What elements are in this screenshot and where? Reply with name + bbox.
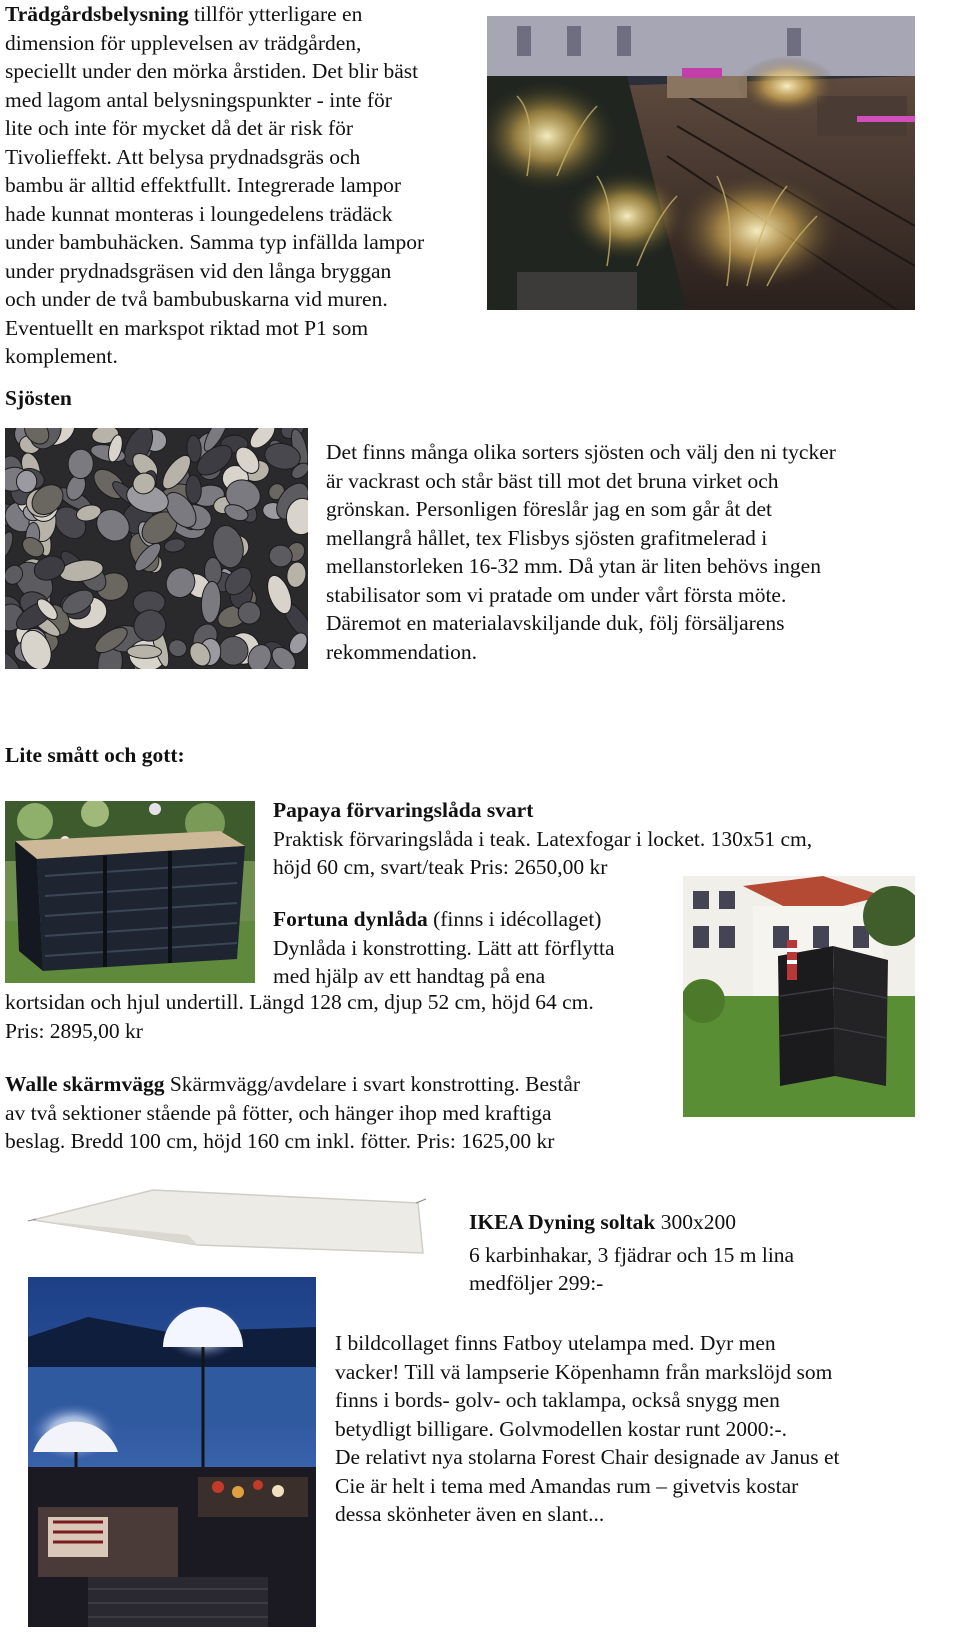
fatboy-paragraph (335, 1329, 935, 1529)
seastone-line: mellanstorleken 16-32 mm. Då ytan är liten behövs ingen (326, 554, 821, 578)
fatboy-line: betydligt billigare. Golvmodellen kostar runt 2000:-. (335, 1416, 788, 1441)
papaya-block (273, 796, 812, 882)
lighting-line: Eventuellt en markspot riktad mot P1 som (5, 315, 369, 340)
lighting-title: Trädgårdsbelysning (5, 2, 189, 26)
lighting-line: komplement. (5, 344, 118, 368)
lighting-line: under prydnadsgräsen vid den långa bryggan (5, 258, 392, 283)
fortuna-line: med hjälp av ett handtag på ena (273, 964, 546, 988)
walle-title: Walle skärmvägg (5, 1072, 165, 1096)
lighting-line: lite och inte för mycket då det är risk för (5, 116, 354, 140)
seastone-line: Däremot en materialavskiljande duk, följ försäljarens (326, 611, 785, 635)
seastone-line: stabilisator som vi pratade om under vårt första möte. (326, 582, 787, 607)
lighting-line: speciellt under den mörka årstiden. Det blir bäst (5, 59, 419, 83)
pebble-shape (16, 470, 37, 493)
walle-line: beslag. Bredd 100 cm, höjd 160 cm inkl. fötter. Pris: 1625,00 kr (5, 1129, 555, 1153)
ikea-block: IKEA Dyning soltak 300x200 6 karbinhakar, 3 fjädrar och 15 m lina medföljer 299:- (469, 1208, 794, 1298)
lighting-paragraph (5, 0, 475, 371)
walle-block: Walle skärmvägg Skärmvägg/avdelare i svart konstrotting. Består av två sektioner stående på fötter, och hänger ihop med kraftiga beslag. Bredd 100 cm, höjd 160 cm inkl. fötter. Pris: 1625,00 kr (5, 1070, 580, 1156)
screen-wall-photo (683, 876, 915, 1117)
lighting-line: under bambuhäcken. Samma typ infällda lampor (5, 230, 425, 254)
seastone-line: mellangrå hållet, tex Flisbys sjösten grafitmelerad i (326, 525, 768, 550)
pebbles-photo (5, 428, 308, 669)
papaya-line: höjd 60 cm, svart/teak Pris: 2650,00 kr (273, 855, 608, 879)
small-things-heading: Lite smått och gott: (5, 743, 185, 767)
papaya-title: Papaya förvaringslåda svart (273, 798, 534, 822)
storage-box-photo (5, 801, 255, 983)
fortuna-line: kortsidan och hjul undertill. Längd 128 cm, djup 52 cm, höjd 64 cm. (5, 990, 594, 1014)
ikea-line: 6 karbinhakar, 3 fjädrar och 15 m lina (469, 1242, 795, 1267)
fatboy-line: I bildcollaget finns Fatboy utelampa med. Dyr men (335, 1331, 776, 1355)
fatboy-line: Cie är helt i tema med Amandas rum – givetvis kostar (335, 1473, 799, 1498)
lounge-lamp-photo (28, 1277, 316, 1627)
fortuna-block-continued (5, 988, 594, 1045)
fatboy-line: vacker! Till vä lampserie Köpenhamn från markslöjd som (335, 1359, 833, 1384)
fatboy-line: finns i bords- golv- och taklampa, också snygg men (335, 1388, 780, 1412)
fortuna-line: Dynlåda i konstrotting. Lätt att förflytta (273, 935, 615, 960)
walle-line: av två sektioner stående på fötter, och hänger ihop med kraftiga (5, 1100, 552, 1125)
lighting-line: bambu är alltid effektfullt. Integrerade lampor (5, 173, 401, 197)
papaya-line: Praktisk förvaringslåda i teak. Latexfogar i locket. 130x51 cm, (273, 826, 813, 851)
fortuna-block: Fortuna dynlåda (finns i idécollaget) Dynlåda i konstrotting. Lätt att förflytta med hjälp av ett handtag på ena (273, 905, 615, 991)
fatboy-line: De relativt nya stolarna Forest Chair designade av Janus et (335, 1445, 840, 1469)
lighting-line-1: Trädgårdsbelysning tillför ytterligare en (5, 2, 363, 26)
fortuna-line: Pris: 2895,00 kr (5, 1018, 143, 1043)
ikea-line: medföljer 299:- (469, 1271, 604, 1295)
garden-lighting-photo (487, 16, 915, 310)
ikea-title: IKEA Dyning soltak (469, 1210, 656, 1234)
seastone-heading: Sjösten (5, 386, 72, 410)
lighting-line: hade kunnat monteras i loungedelens trädäck (5, 201, 393, 226)
seastone-line: Det finns många olika sorters sjösten och välj den ni tycker (326, 440, 836, 464)
lighting-line: med lagom antal belysningspunkter - inte för (5, 87, 392, 112)
pebble-shape (238, 602, 261, 625)
fatboy-line: dessa skönheter även en slant... (335, 1502, 605, 1526)
lighting-line: dimension för upplevelsen av trädgården, (5, 30, 362, 55)
sail-shade-photo (28, 1185, 428, 1267)
lighting-line: Tivolieffekt. Att belysa prydnadsgräs och (5, 144, 361, 169)
lighting-line: och under de två bambubuskarna vid muren. (5, 287, 388, 311)
fortuna-title: Fortuna dynlåda (273, 907, 428, 931)
seastone-paragraph (326, 438, 946, 666)
seastone-line: är vackrast och står bäst till mot det bruna virket och (326, 468, 779, 493)
pebble-shape (127, 645, 162, 659)
seastone-line: grönskan. Personligen föreslår jag en som går åt det (326, 497, 772, 521)
seastone-line: rekommendation. (326, 639, 478, 664)
